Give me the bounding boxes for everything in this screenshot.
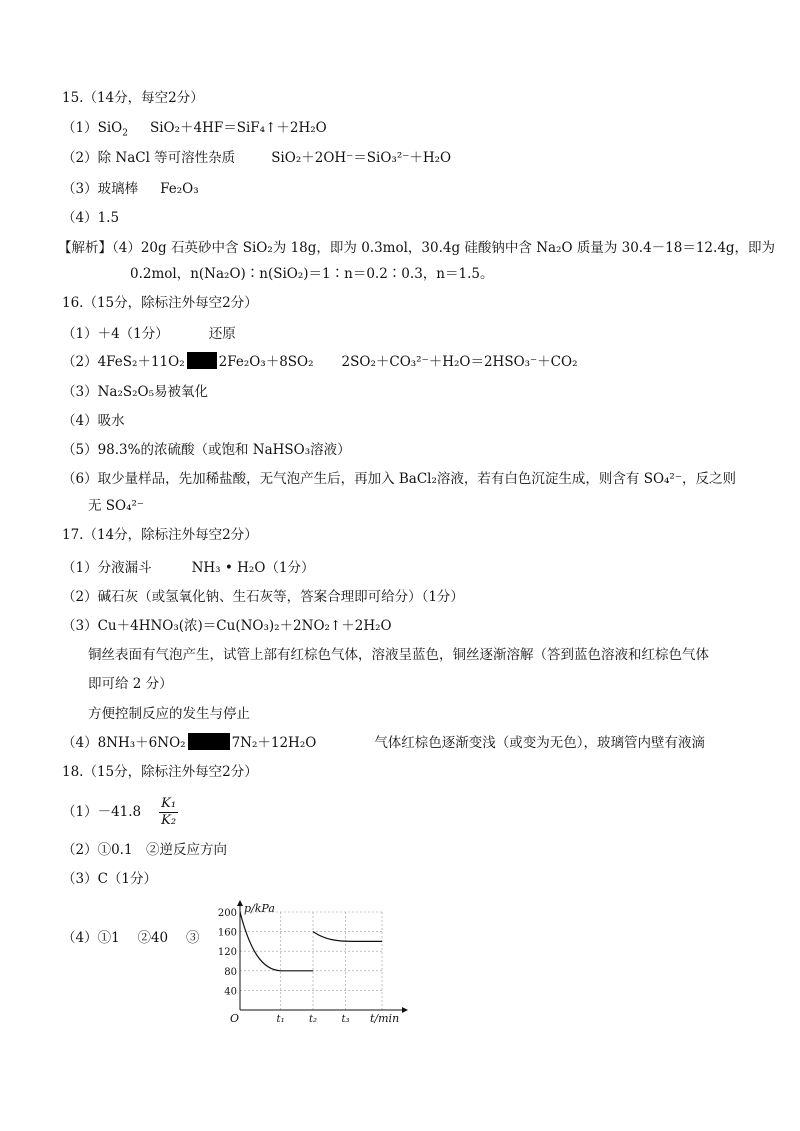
y-tick-label: 80 bbox=[224, 966, 237, 978]
q17-a3: （3）Cu＋4HNO₃(浓)＝Cu(NO₃)₂＋2NO₂↑＋2H₂O bbox=[62, 618, 392, 634]
q17-a1: （1）分液漏斗 NH₃ • H₂O（1分） bbox=[62, 560, 315, 576]
q15-a3: （3）玻璃棒 Fe₂O₃ bbox=[62, 181, 199, 197]
q16-a6-1: （6）取少量样品，先加稀盐酸，无气泡产生后，再加入 BaCl₂溶液，若有白色沉淀生成，则含有 SO₄²⁻，反之则 bbox=[62, 471, 736, 487]
q15-analysis-2: 0.2mol，n(Na₂O)∶n(SiO₂)＝1∶n＝0.2∶0.3，n＝1.5。 bbox=[130, 266, 494, 282]
x-tick-label: t₂ bbox=[309, 1014, 318, 1025]
q15-a2: （2）除 NaCl 等可溶性杂质 SiO₂＋2OH⁻＝SiO₃²⁻＋H₂O bbox=[62, 150, 452, 166]
q16-a6-2: 无 SO₄²⁻ bbox=[88, 498, 145, 514]
q18-a4: （4）①1 ②40 ③ bbox=[62, 930, 200, 946]
q17-a2: （2）碱石灰（或氢氧化钠、生石灰等，答案合理即可给分）（1分） bbox=[62, 589, 464, 605]
q17-title: 17.（14分，除标注外每空2分） bbox=[62, 527, 258, 543]
q18-a1: （1）－41.8 $\frac{\text{K₁}}{\text{K₂}}$ bbox=[62, 796, 177, 828]
q16-a4: （4）吸水 bbox=[62, 413, 125, 429]
curve-segment-2 bbox=[313, 932, 382, 942]
q18-a3: （3）C（1分） bbox=[62, 871, 158, 887]
y-axis-label: p/kPa bbox=[244, 902, 275, 915]
q16-a2: （2）4FeS₂＋11O₂ 2Fe₂O₃＋8SO₂ 2SO₂＋CO₃²⁻＋H₂O＝2HSO₃⁻＋CO₂ bbox=[62, 354, 578, 370]
q17-a3-2: 铜丝表面有气泡产生，试管上部有红棕色气体，溶液呈蓝色，铜丝逐渐溶解（答到蓝色溶液和红棕色气体 bbox=[88, 647, 709, 663]
curve-segment-1 bbox=[240, 912, 313, 971]
q16-a5: （5）98.3%的浓硫酸（或饱和 NaHSO₃溶液） bbox=[62, 442, 351, 458]
q16-a3: （3）Na₂S₂O₅易被氧化 bbox=[62, 384, 209, 400]
x-axis-label: t/min bbox=[370, 1012, 400, 1025]
k-fraction: $\frac{\text{K₁}}{\text{K₂}}$ bbox=[161, 796, 177, 828]
q17-a3-3: 即可给 2 分） bbox=[88, 676, 173, 692]
redacted-condition-block bbox=[187, 352, 217, 369]
q16-title: 16.（15分，除标注外每空2分） bbox=[62, 295, 258, 311]
y-tick-label: 200 bbox=[217, 908, 237, 919]
x-tick-label: t₁ bbox=[276, 1014, 285, 1025]
origin-label: O bbox=[230, 1012, 240, 1025]
q15-title: 15.（14分，每空2分） bbox=[62, 90, 204, 106]
y-axis-arrow bbox=[237, 900, 243, 906]
x-ticks bbox=[277, 1014, 350, 1025]
q15-a1: （1）SiO$_2$ SiO₂＋4HF＝SiF₄↑＋2H₂O bbox=[62, 120, 327, 139]
q16-a1: （1）＋4（1分） 还原 bbox=[62, 326, 236, 342]
y-tick-label: 160 bbox=[217, 927, 237, 939]
y-tick-label: 40 bbox=[224, 986, 237, 998]
pressure-time-chart bbox=[217, 898, 412, 1028]
x-axis-arrow bbox=[402, 1007, 408, 1013]
y-tick-label: 120 bbox=[217, 947, 237, 959]
q17-a3-4: 方便控制反应的发生与停止 bbox=[88, 706, 250, 722]
y-ticks bbox=[218, 908, 237, 997]
q18-a2: （2）①0.1 ②逆反应方向 bbox=[62, 842, 228, 858]
q15-analysis-1: 【解析】（4）20g 石英砂中含 SiO₂为 18g，即为 0.3mol，30.4g 硅酸钠中含 Na₂O 质量为 30.4－18＝12.4g，即为 bbox=[58, 240, 776, 256]
q17-a4: （4）8NH₃＋6NO₂ 7N₂＋12H₂O 气体红棕色逐渐变浅（或变为无色），玻璃管内壁有液滴 bbox=[62, 735, 706, 751]
x-tick-label: t₃ bbox=[341, 1014, 350, 1025]
redacted-condition-block-2 bbox=[188, 733, 230, 750]
q15-a4: （4）1.5 bbox=[62, 210, 120, 226]
q18-title: 18.（15分，除标注外每空2分） bbox=[62, 764, 258, 780]
